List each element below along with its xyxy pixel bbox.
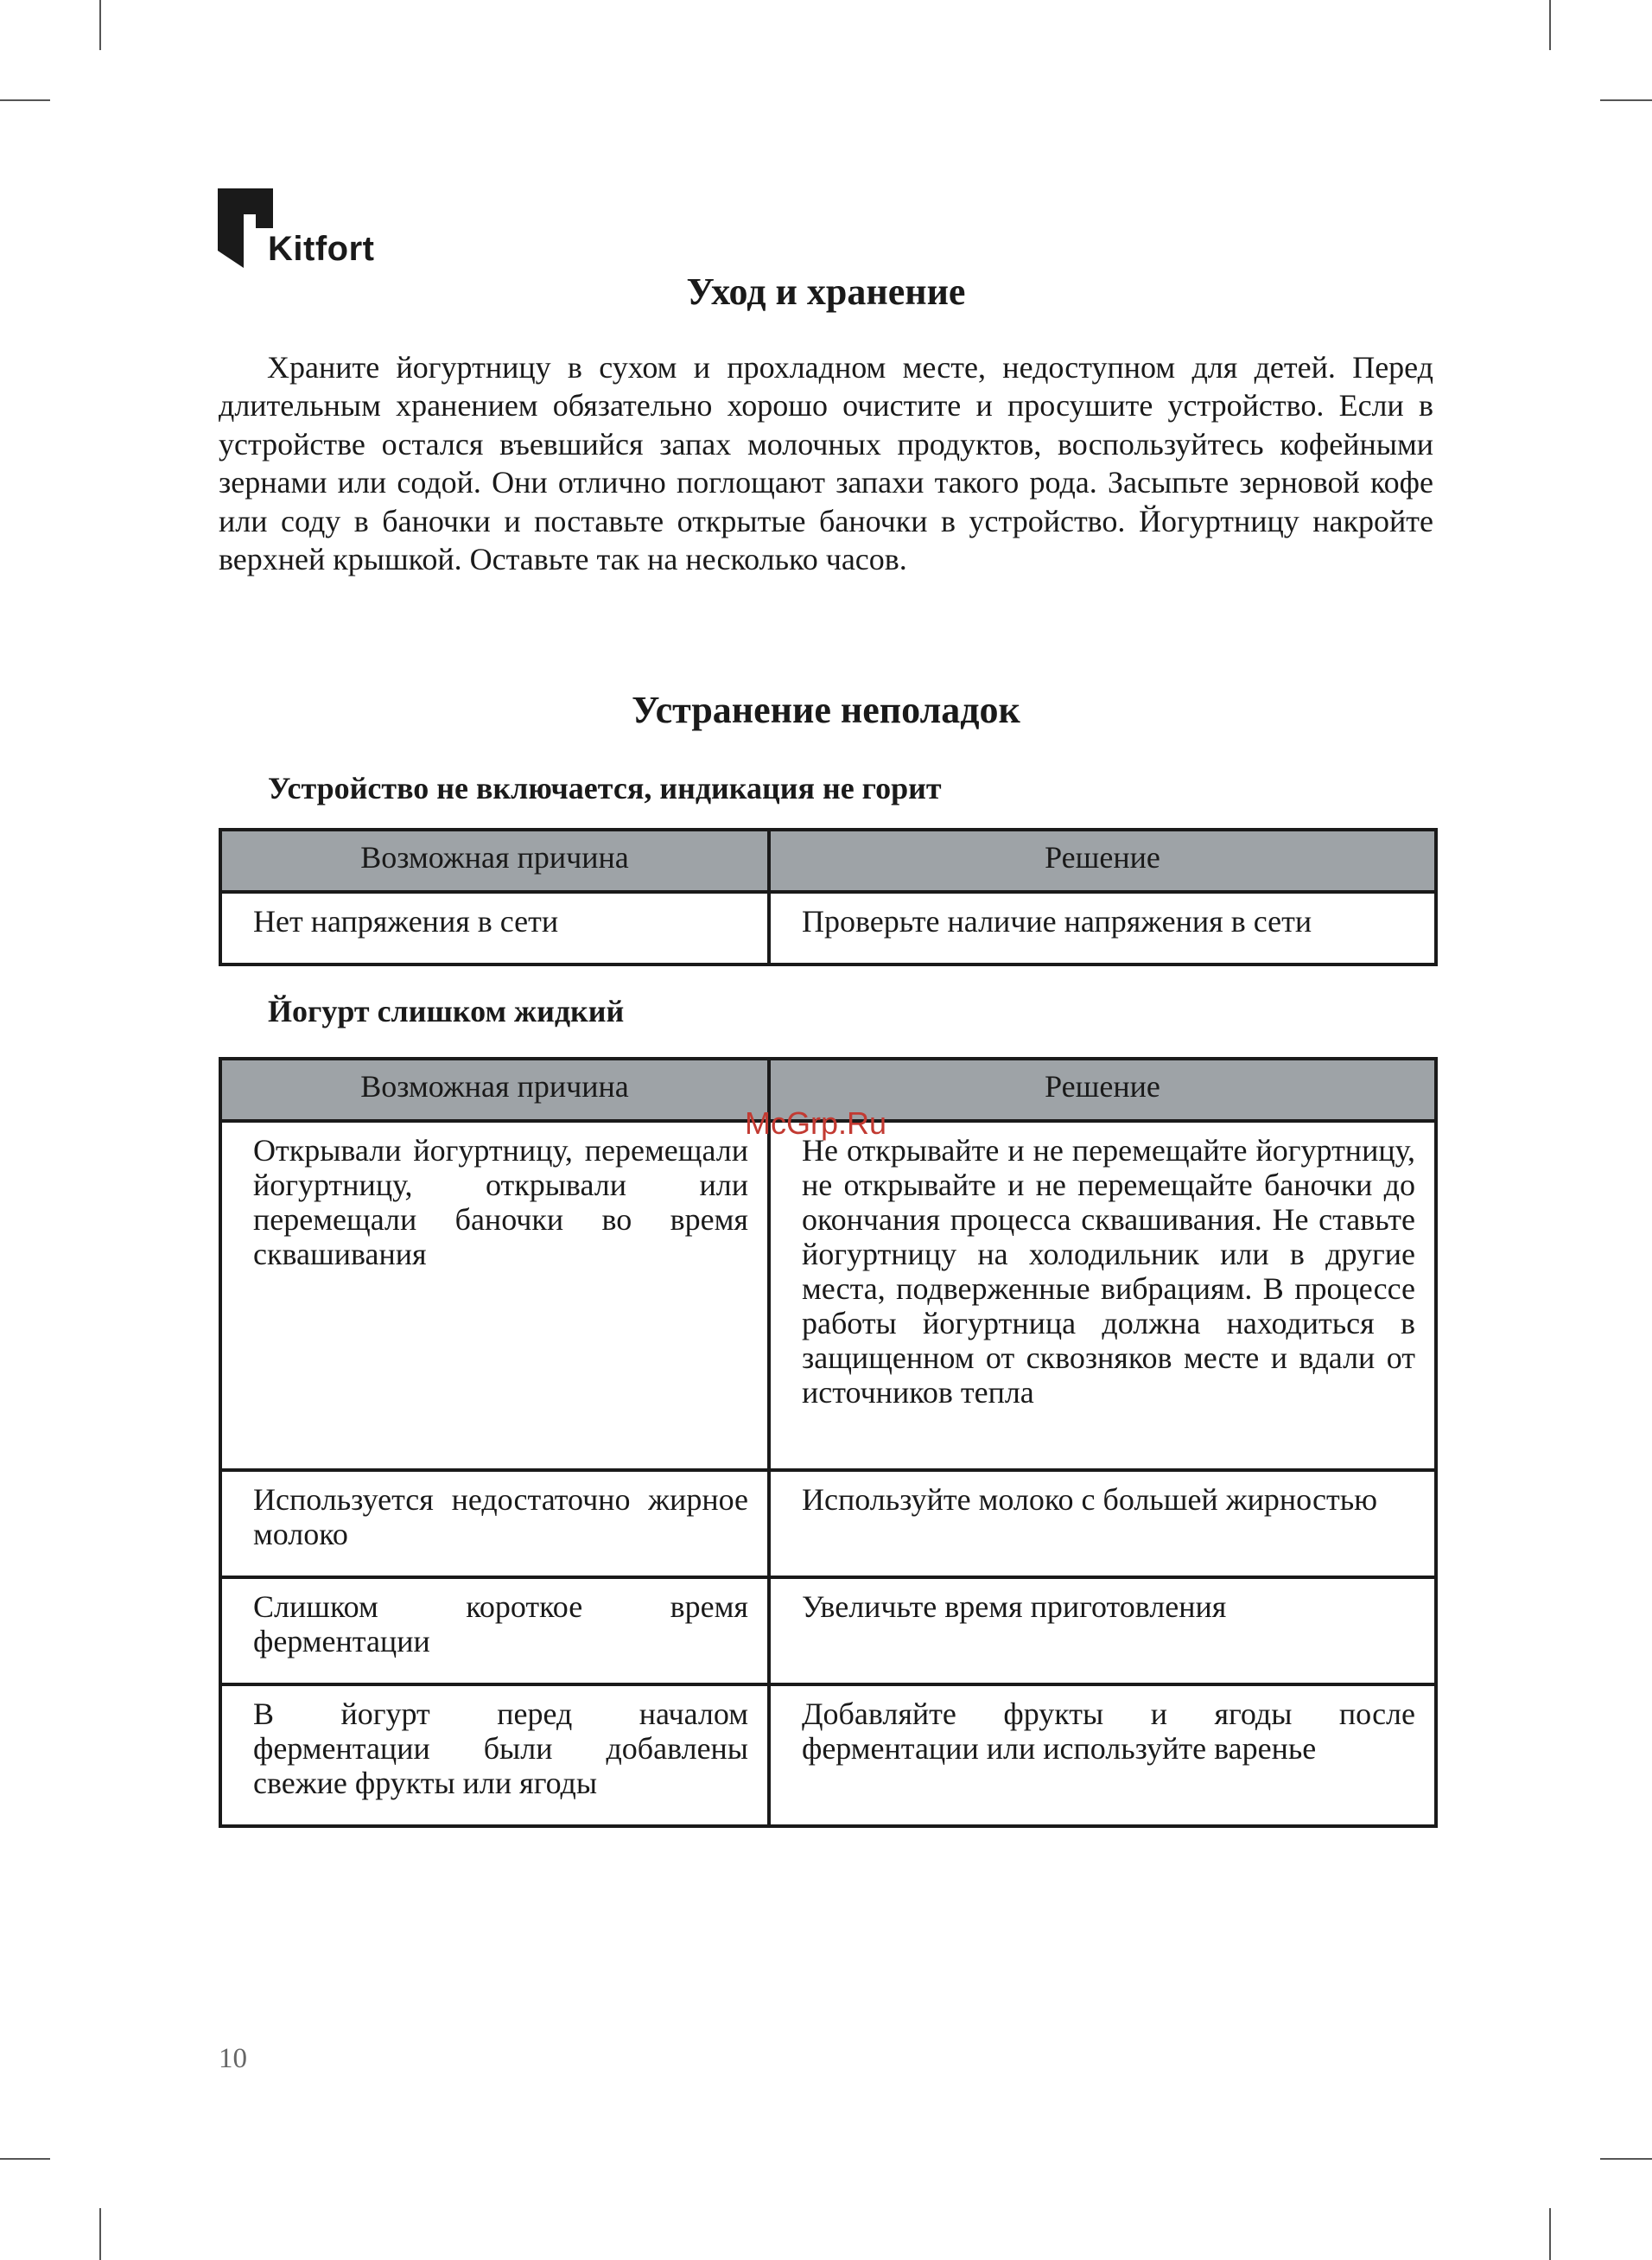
crop-mark — [0, 99, 50, 101]
crop-mark — [1549, 0, 1551, 50]
column-header-solution: Решение — [769, 830, 1436, 892]
solution-cell: Увеличьте время приготовления — [769, 1577, 1436, 1684]
crop-mark — [0, 2158, 50, 2160]
table-header-row — [220, 830, 1436, 892]
table-row — [220, 1470, 1436, 1577]
troubleshooting-table-1 — [219, 828, 1438, 966]
problem-2-subtitle: Йогурт слишком жидкий — [268, 994, 625, 1028]
brand-logo — [218, 188, 391, 268]
watermark: McGrp.Ru — [745, 1105, 887, 1141]
problem-1-subtitle: Устройство не включается, индикация не горит — [268, 771, 942, 805]
page-number: 10 — [219, 2043, 247, 2074]
column-header-cause: Возможная причина — [220, 830, 769, 892]
care-text: Храните йогуртницу в сухом и прохладном месте, недоступном для детей. Перед длительным хранением обязательно хорошо очистите и просушите устройство. Если в устройстве остался въевшийся запах молочных продуктов, воспользуйтесь кофейными зернами или содой. Они отлично поглощают запахи такого рода. Засыпьте зерновой кофе или соду в баночки и поставьте открытые баночки в устройство. Йогуртницу накройте верхней крышкой. Оставьте так на несколько часов. — [219, 350, 1433, 577]
troubleshooting-title: Устранение неполадок — [632, 689, 1020, 731]
cause-cell: Используется недостаточно жирное молоко — [220, 1470, 769, 1577]
table-row — [220, 1577, 1436, 1684]
crop-mark — [1549, 2208, 1551, 2260]
crop-mark — [1600, 2158, 1652, 2160]
cause-cell: Слишком короткое время ферментации — [220, 1577, 769, 1684]
cause-cell: В йогурт перед началом ферментации были добавлены свежие фрукты или ягоды — [220, 1684, 769, 1826]
crop-mark — [99, 0, 101, 50]
crop-mark — [1600, 99, 1652, 101]
solution-cell: Проверьте наличие напряжения в сети — [769, 892, 1436, 964]
brand-name: Kitfort — [268, 230, 375, 268]
table-row — [220, 1121, 1436, 1470]
solution-cell: Добавляйте фрукты и ягоды после ферментации или используйте варенье — [769, 1684, 1436, 1826]
cause-cell: Открывали йогуртницу, перемещали йогуртницу, открывали или перемещали баночки во время сквашивания — [220, 1121, 769, 1470]
solution-cell: Не открывайте и не перемещайте йогуртницу, не открывайте и не перемещайте баночки до окончания процесса сквашивания. Не ставьте йогуртницу на холодильник или в другие места, подверженные вибрациям. В процессе работы йогуртница должна находиться в защищенном от сквозняков месте и вдали от источников тепла — [769, 1121, 1436, 1470]
table-row — [220, 1684, 1436, 1826]
column-header-solution: Решение — [769, 1059, 1436, 1121]
crop-mark — [99, 2208, 101, 2260]
care-title: Уход и хранение — [686, 271, 966, 313]
column-header-cause: Возможная причина — [220, 1059, 769, 1121]
troubleshooting-table-2 — [219, 1057, 1438, 1828]
cause-cell: Нет напряжения в сети — [220, 892, 769, 964]
solution-cell: Используйте молоко с большей жирностью — [769, 1470, 1436, 1577]
table-row — [220, 892, 1436, 964]
kitfort-logo-icon — [218, 188, 275, 268]
